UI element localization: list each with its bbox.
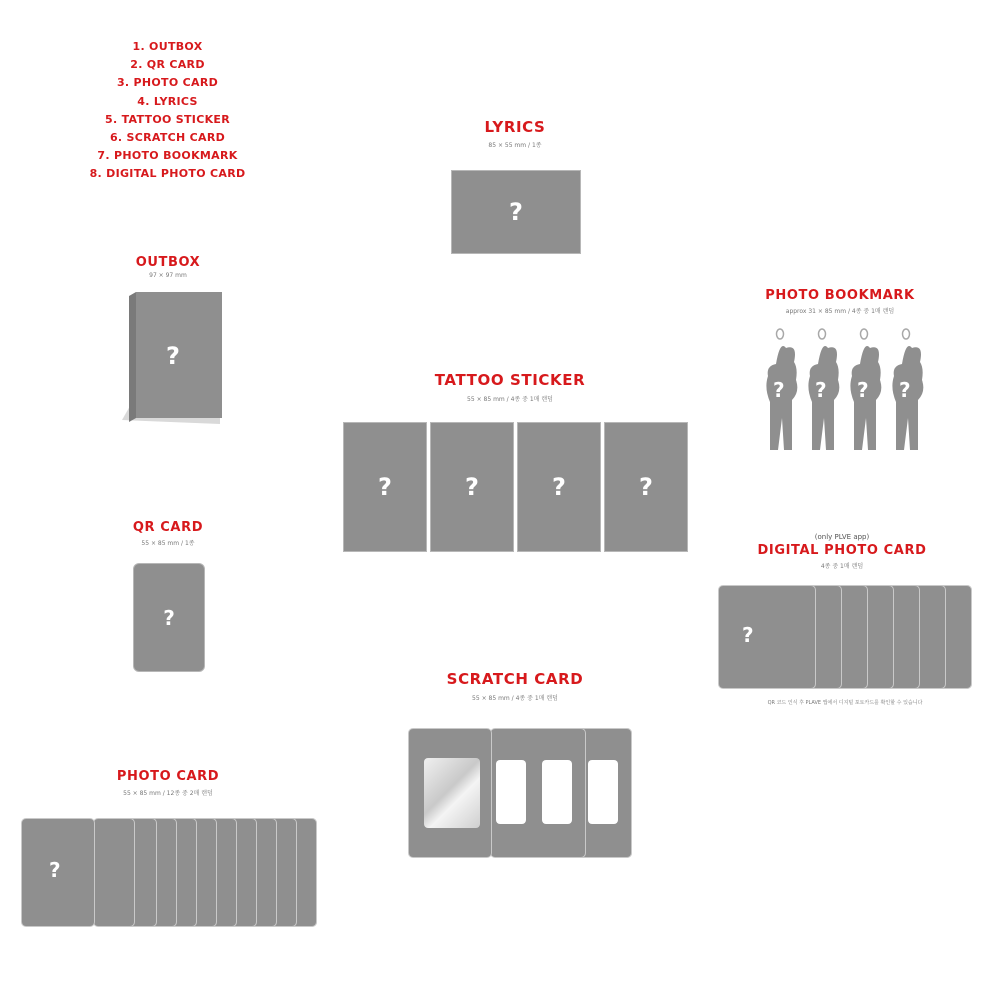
contents-list — [60, 38, 275, 184]
outbox-title: OUTBOX — [135, 255, 201, 270]
contents-item: 3. PHOTO CARD — [116, 76, 219, 90]
scratch-window — [588, 760, 618, 824]
digital-photo-card-spec: 4종 중 1매 랜덤 — [820, 563, 864, 570]
contents-item: 7. PHOTO BOOKMARK — [97, 149, 238, 163]
tattoo-sticker-placeholder — [430, 422, 514, 552]
question-mark-icon: ? — [49, 858, 61, 882]
digital-photo-card-title: DIGITAL PHOTO CARD — [757, 543, 927, 558]
scratch-card-spec: 55 × 85 mm / 4종 중 1매 랜덤 — [472, 695, 558, 702]
tattoo-sticker-title: TATTOO STICKER — [434, 371, 586, 389]
tattoo-sticker-placeholder — [343, 422, 427, 552]
question-mark-icon: ? — [639, 473, 653, 501]
digital-photo-card-note: (only PLVE app) — [814, 533, 870, 541]
tattoo-sticker-placeholder — [604, 422, 688, 552]
tattoo-sticker-spec: 55 × 85 mm / 4종 중 1매 랜덤 — [467, 396, 553, 403]
photo-card-title: PHOTO CARD — [116, 769, 220, 784]
photo-bookmark-title: PHOTO BOOKMARK — [765, 288, 915, 303]
question-mark-icon: ? — [166, 342, 180, 370]
lyrics-title: LYRICS — [484, 118, 546, 136]
question-mark-icon: ? — [552, 473, 566, 501]
contents-item: 4. LYRICS — [137, 94, 198, 108]
question-mark-icon: ? — [378, 473, 392, 501]
question-mark-icon: ? — [857, 378, 869, 402]
digital-photo-card-footnote: QR 코드 인식 후 PLAVE 앱에서 디지털 포토카드를 확인할 수 있습니다 — [767, 700, 923, 706]
qr-card-title: QR CARD — [132, 520, 204, 535]
contents-item: 5. TATTOO STICKER — [105, 112, 230, 126]
scratch-area — [424, 758, 480, 828]
photo-card-stack — [21, 818, 317, 927]
question-mark-icon: ? — [742, 623, 754, 647]
contents-item: 2. QR CARD — [130, 58, 205, 72]
qr-card-placeholder — [133, 563, 205, 672]
contents-item: 1. OUTBOX — [132, 40, 203, 53]
question-mark-icon: ? — [465, 473, 479, 501]
contents-item: 8. DIGITAL PHOTO CARD — [89, 167, 246, 181]
scratch-window — [496, 760, 526, 824]
question-mark-icon: ? — [773, 378, 785, 402]
qr-card-spec: 55 × 85 mm / 1종 — [141, 540, 195, 547]
outbox-placeholder — [116, 292, 226, 427]
question-mark-icon: ? — [899, 378, 911, 402]
question-mark-icon: ? — [509, 198, 523, 226]
scratch-card-title: SCRATCH CARD — [446, 670, 584, 688]
bookmark-group — [750, 322, 930, 457]
scratch-card-stack — [408, 728, 632, 858]
question-mark-icon: ? — [163, 605, 175, 630]
scratch-window — [542, 760, 572, 824]
question-mark-icon: ? — [815, 378, 827, 402]
lyrics-spec: 85 × 55 mm / 1종 — [488, 142, 542, 149]
photo-bookmark-spec: approx 31 × 85 mm / 4종 중 1매 랜덤 — [785, 308, 895, 315]
lyrics-placeholder — [451, 170, 581, 254]
outbox-spec: 97 × 97 mm — [149, 272, 187, 279]
contents-item: 6. SCRATCH CARD — [109, 131, 226, 145]
digital-photo-card-stack — [718, 585, 972, 689]
photo-card-spec: 55 × 85 mm / 12종 중 2매 랜덤 — [123, 790, 213, 797]
tattoo-sticker-placeholder — [517, 422, 601, 552]
